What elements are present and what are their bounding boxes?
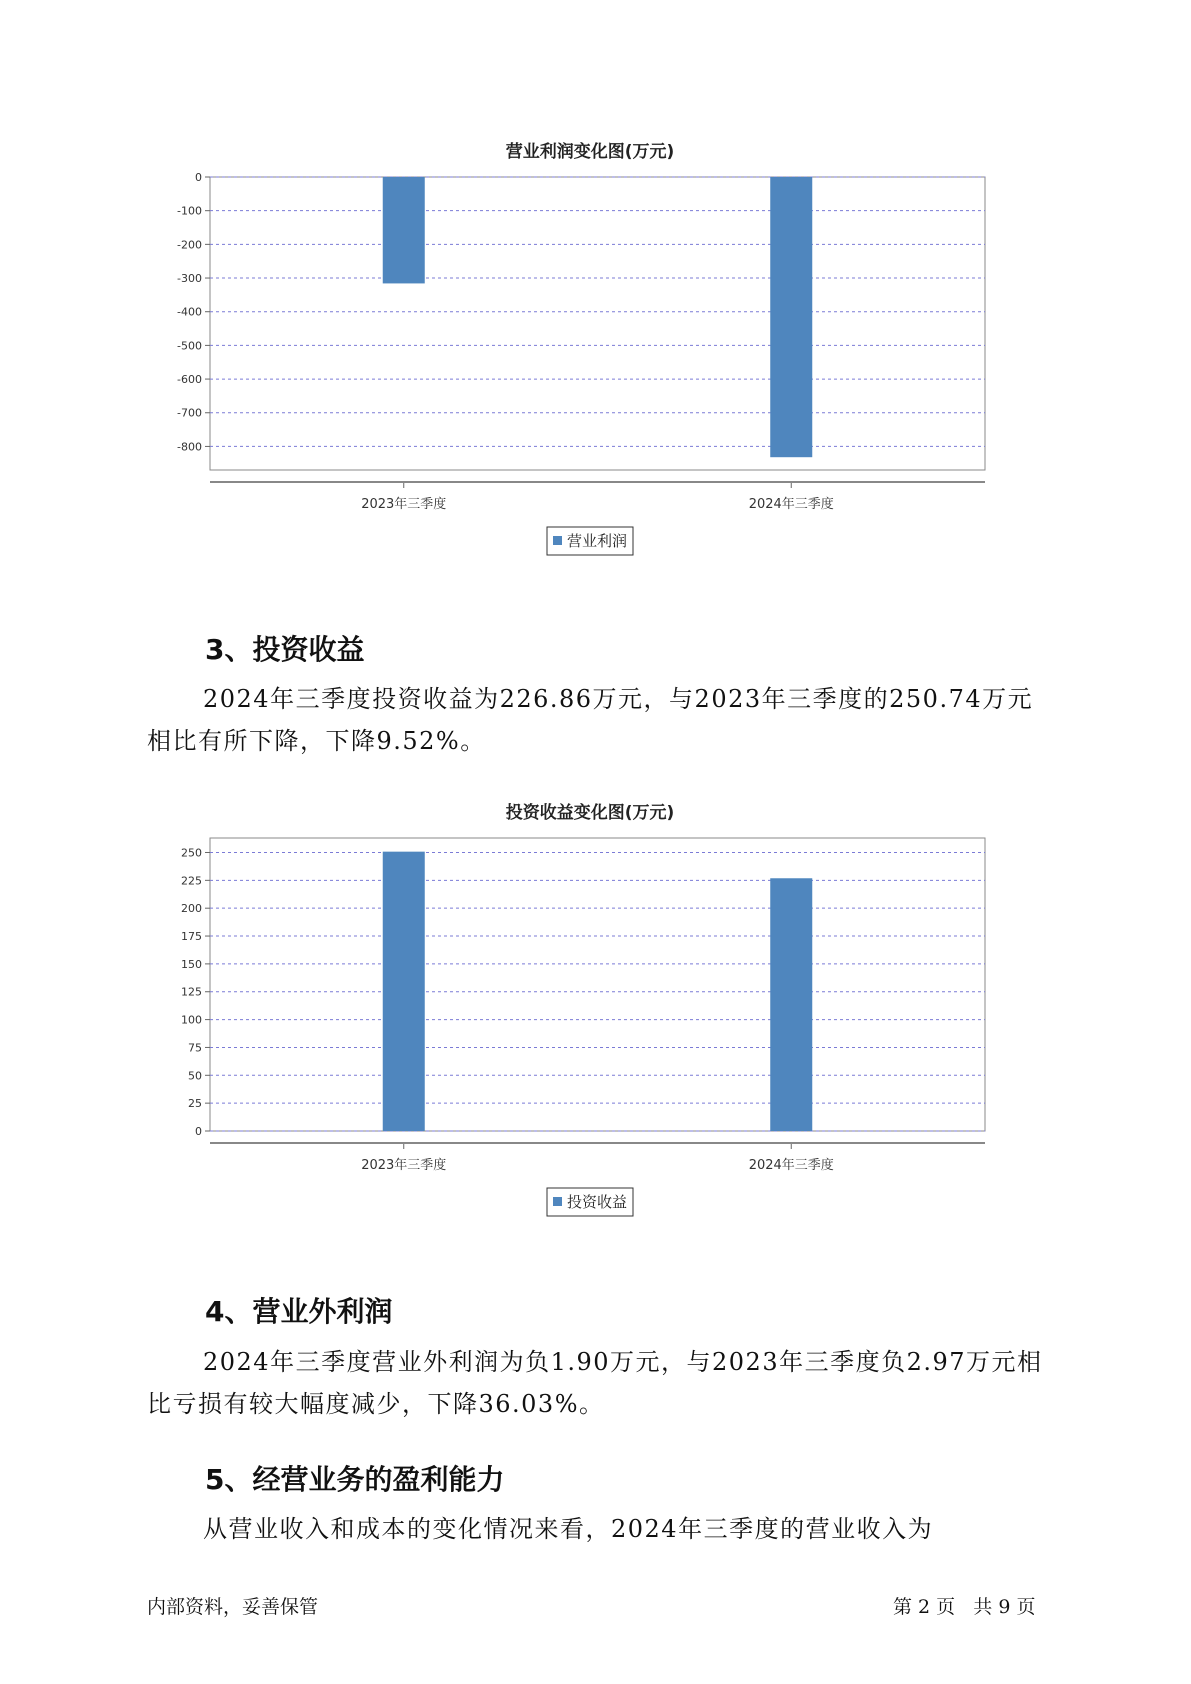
section-5-text: 从营业收入和成本的变化情况来看，2024年三季度的营业收入为 [203,1515,934,1543]
y-tick-label: -500 [177,339,202,353]
y-tick-label: 125 [181,985,202,999]
y-tick-label: 100 [181,1013,202,1027]
x-tick-label: 2023年三季度 [361,497,447,512]
operating-profit-chart-svg [150,135,1030,595]
y-tick-label: -800 [177,440,202,454]
plot-area [210,838,985,1131]
section-4-text: 2024年三季度营业外利润为负1.90万元，与2023年三季度负2.97万元相比亏损有较大幅度减少，下降36.03%。 [147,1348,1043,1418]
y-tick-label: 175 [181,930,202,944]
x-tick-label: 2023年三季度 [361,1158,447,1173]
y-tick-label: -300 [177,272,202,286]
y-tick-label: 75 [188,1041,202,1055]
x-tick-label: 2024年三季度 [748,497,834,512]
y-tick-label: -400 [177,305,202,319]
y-tick-label: 50 [188,1069,202,1083]
section-4-paragraph [147,1341,1047,1425]
footer-page-number: 第 2 页 共 9 页 [893,1596,1036,1618]
y-tick-label: 200 [181,902,202,916]
section-5-heading: 5、经营业务的盈利能力 [205,1463,505,1496]
x-tick-label: 2024年三季度 [748,1158,834,1173]
legend-label: 营业利润 [567,532,628,550]
investment-income-chart [150,796,1030,1256]
legend-swatch [553,536,562,545]
y-tick-label: 250 [181,846,202,860]
y-tick-label: 0 [195,171,202,184]
section-3-paragraph [147,678,1047,762]
y-tick-label: -200 [177,238,202,252]
y-tick-label: 150 [181,957,202,971]
y-tick-label: -700 [177,406,202,420]
chart-title: 营业利润变化图(万元) [505,142,675,162]
y-tick-label: 225 [181,874,202,888]
y-tick-label: 25 [188,1097,202,1111]
bar [770,878,812,1131]
section-5-paragraph [147,1508,1047,1550]
plot-area [210,177,985,470]
y-tick-label: -100 [177,204,202,218]
section-3-heading: 3、投资收益 [205,633,365,666]
section-3-text: 2024年三季度投资收益为226.86万元，与2023年三季度的250.74万元相比有所下降，下降9.52%。 [147,685,1034,755]
operating-profit-chart [150,135,1030,595]
bar [770,177,812,457]
section-4-heading: 4、营业外利润 [205,1295,393,1328]
chart-title: 投资收益变化图(万元) [505,803,675,823]
footer-confidential-note: 内部资料，妥善保管 [147,1596,319,1618]
bar [383,177,425,283]
y-tick-label: -600 [177,373,202,387]
y-tick-label: 0 [195,1125,202,1138]
legend-swatch [553,1197,562,1206]
legend-label: 投资收益 [567,1193,628,1211]
investment-income-chart-svg [150,796,1030,1256]
bar [383,852,425,1131]
